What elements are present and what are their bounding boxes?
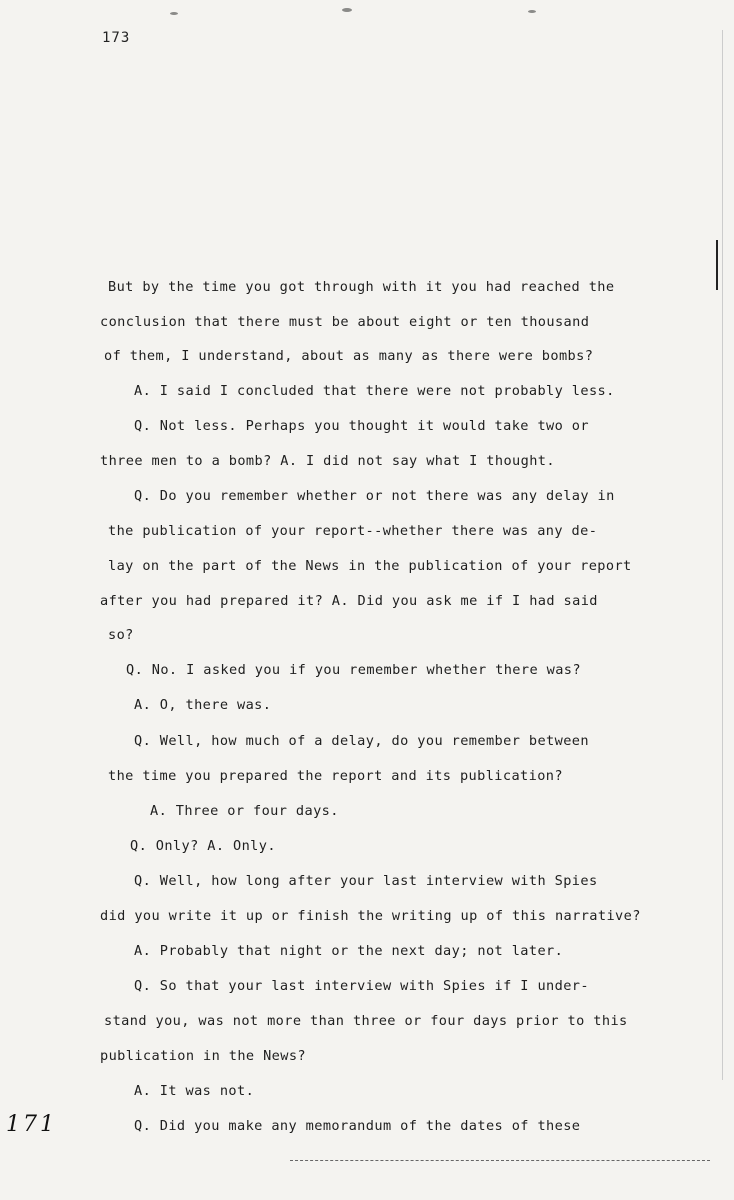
ink-speck xyxy=(170,12,178,15)
text-line-18: Q. Well, how long after your last interview with Spies xyxy=(134,873,598,889)
text-line-16: A. Three or four days. xyxy=(150,803,339,819)
text-line-24: A. It was not. xyxy=(134,1083,255,1099)
text-line-4: A. I said I concluded that there were not probably less. xyxy=(134,383,615,399)
text-line-23: publication in the News? xyxy=(100,1048,307,1064)
text-line-21: Q. So that your last interview with Spies if I under- xyxy=(134,978,589,994)
text-line-17: Q. Only? A. Only. xyxy=(130,838,276,854)
text-line-25: Q. Did you make any memorandum of the dates of these xyxy=(134,1118,581,1134)
text-line-13: A. O, there was. xyxy=(134,697,272,713)
page-edge-shadow xyxy=(722,30,723,1080)
ink-speck xyxy=(528,10,536,13)
text-line-15: the time you prepared the report and its publication? xyxy=(108,768,563,784)
margin-note: 171 xyxy=(6,1112,57,1137)
text-line-3: of them, I understand, about as many as there were bombs? xyxy=(104,348,594,364)
text-line-12: Q. No. I asked you if you remember whether there was? xyxy=(126,662,581,678)
ink-speck xyxy=(342,8,352,12)
text-line-14: Q. Well, how much of a delay, do you remember between xyxy=(134,733,589,749)
bottom-rule xyxy=(290,1160,710,1161)
text-line-1: But by the time you got through with it you had reached the xyxy=(108,279,615,295)
text-line-2: conclusion that there must be about eight or ten thousand xyxy=(100,314,590,330)
text-line-20: A. Probably that night or the next day; not later. xyxy=(134,943,564,959)
text-line-9: lay on the part of the News in the publication of your report xyxy=(108,558,632,574)
text-line-8: the publication of your report--whether there was any de- xyxy=(108,523,598,539)
page-edge-mark xyxy=(716,240,718,290)
text-line-5: Q. Not less. Perhaps you thought it would take two or xyxy=(134,418,589,434)
text-line-6: three men to a bomb? A. I did not say what I thought. xyxy=(100,453,555,469)
text-line-7: Q. Do you remember whether or not there was any delay in xyxy=(134,488,615,504)
page-number: 173 xyxy=(102,30,131,46)
text-line-19: did you write it up or finish the writing up of this narrative? xyxy=(100,908,641,924)
text-line-11: so? xyxy=(108,627,134,643)
text-line-10: after you had prepared it? A. Did you ask me if I had said xyxy=(100,593,598,609)
text-line-22: stand you, was not more than three or four days prior to this xyxy=(104,1013,628,1029)
